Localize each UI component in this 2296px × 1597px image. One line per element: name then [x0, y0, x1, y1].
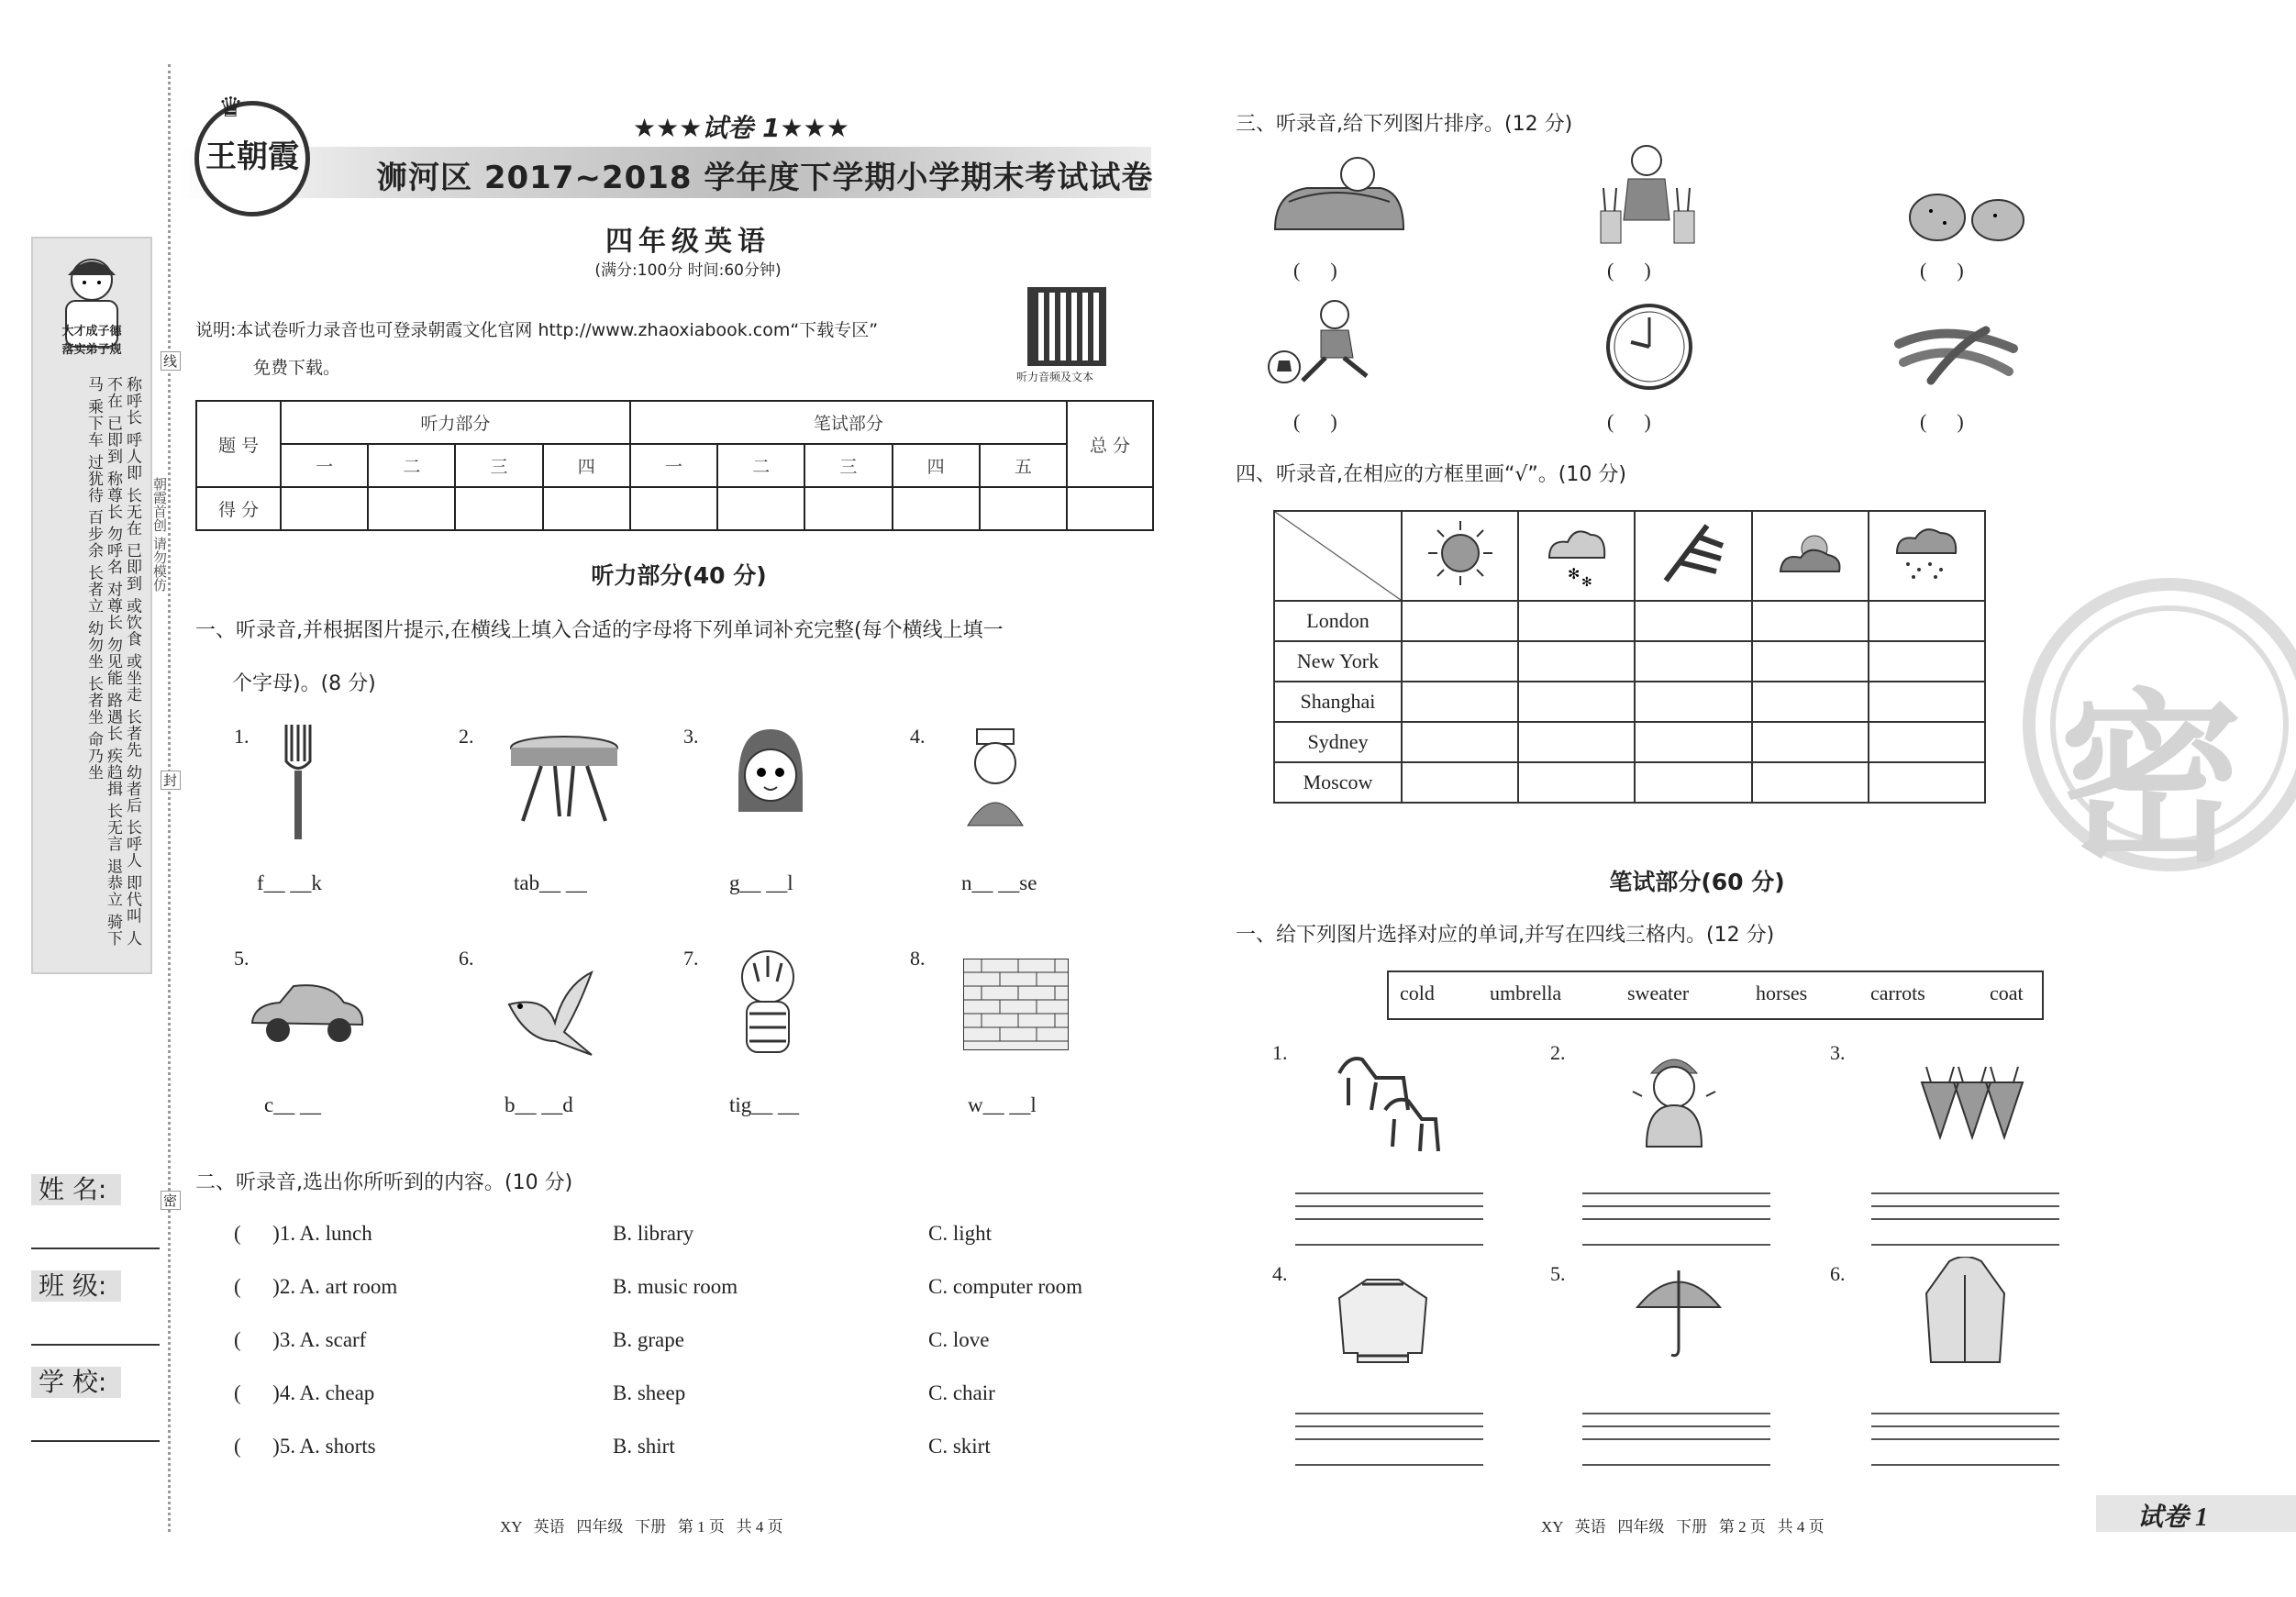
- check-cell[interactable]: [1518, 682, 1635, 722]
- check-cell[interactable]: [1518, 762, 1635, 803]
- city-label: London: [1274, 601, 1402, 641]
- rainy-icon: [1869, 511, 1985, 601]
- fill-word[interactable]: tab__ __: [514, 871, 587, 894]
- fill-word[interactable]: g__ __l: [729, 871, 793, 894]
- check-cell[interactable]: [1402, 601, 1518, 641]
- subject-title: 四年级英语: [605, 226, 771, 258]
- fill-word[interactable]: tig__ __: [729, 1093, 800, 1116]
- score-cell[interactable]: [455, 487, 542, 530]
- school-field[interactable]: [31, 1440, 160, 1442]
- item-number: 8.: [910, 947, 926, 970]
- check-cell[interactable]: [1869, 682, 1985, 722]
- class-field[interactable]: [31, 1344, 160, 1346]
- check-cell[interactable]: [1402, 682, 1518, 722]
- order-blank[interactable]: ( ): [1607, 410, 1651, 433]
- score-cell[interactable]: [630, 487, 717, 530]
- publisher-logo: [194, 101, 310, 216]
- q1-title-line-2: 个字母)。(8 分): [232, 672, 376, 695]
- check-cell[interactable]: [1869, 601, 1985, 641]
- check-cell[interactable]: [1635, 722, 1751, 762]
- snowy-icon: [1518, 511, 1635, 601]
- choice-c[interactable]: C. skirt: [928, 1435, 991, 1458]
- instruction-line-1: 说明:本试卷听力录音也可登录朝霞文化官网 http://www.zhaoxiabook.com“下载专区”: [195, 320, 879, 340]
- instruction-line-2: 免费下载。: [253, 358, 341, 378]
- item-number: 3.: [683, 725, 699, 748]
- q4-title: 四、听录音,在相应的方框里画“√”。(10 分): [1236, 463, 1626, 486]
- written-q1-title: 一、给下列图片选择对应的单词,并写在四线三格内。(12 分): [1236, 924, 1775, 947]
- check-cell[interactable]: [1752, 722, 1869, 762]
- girl-icon: [729, 725, 812, 826]
- item-number: 6.: [459, 947, 474, 970]
- word-bank-item: carrots: [1870, 981, 1925, 1004]
- carrots-icon: [1913, 1064, 2027, 1142]
- binding-line: [168, 64, 171, 1532]
- handwriting-lines[interactable]: [1295, 1413, 1483, 1466]
- check-cell[interactable]: [1635, 682, 1751, 722]
- q3-title: 三、听录音,给下列图片排序。(12 分): [1236, 113, 1573, 136]
- check-cell[interactable]: [1869, 722, 1985, 762]
- score-cell[interactable]: [1067, 487, 1153, 530]
- school-label: 学 校:: [31, 1367, 121, 1398]
- score-col: 二: [717, 444, 804, 487]
- weather-table: [1273, 510, 1986, 804]
- binding-mark-envelope: 封: [161, 771, 181, 790]
- fork-icon: [275, 720, 321, 848]
- fill-word[interactable]: b__ __d: [505, 1093, 573, 1116]
- score-col: 三: [804, 444, 892, 487]
- check-cell[interactable]: [1635, 601, 1751, 641]
- choice-c[interactable]: C. love: [928, 1328, 990, 1351]
- choice-a[interactable]: ( )5. A. shorts: [234, 1435, 376, 1458]
- girl-watering-flowers-icon: [1596, 138, 1697, 248]
- score-cell[interactable]: [281, 487, 368, 530]
- check-cell[interactable]: [1869, 762, 1985, 803]
- fill-word[interactable]: f__ __k: [257, 871, 322, 894]
- check-cell[interactable]: [1752, 641, 1869, 682]
- written-section-title: 笔试部分(60 分): [1609, 869, 1785, 895]
- umbrella-icon: [1633, 1261, 1725, 1362]
- choice-c[interactable]: C. chair: [928, 1381, 995, 1404]
- logo-text: 王朝霞: [205, 139, 299, 175]
- choice-b[interactable]: B. shirt: [613, 1435, 675, 1458]
- windy-icon: [1635, 511, 1751, 601]
- choice-b[interactable]: B. grape: [613, 1328, 684, 1351]
- motto-panel: [31, 237, 152, 974]
- exam-meta: (满分:100分 时间:60分钟): [594, 261, 782, 280]
- score-col: 二: [368, 444, 455, 487]
- fill-word[interactable]: n__ __se: [961, 871, 1037, 894]
- name-label: 姓 名:: [31, 1174, 121, 1205]
- check-cell[interactable]: [1518, 722, 1635, 762]
- score-cell[interactable]: [368, 487, 455, 530]
- word-bank: [1387, 970, 2044, 1020]
- motto-head-2: 落实弟子规: [61, 343, 122, 357]
- order-blank[interactable]: ( ): [1607, 259, 1651, 282]
- city-label: Shanghai: [1274, 682, 1402, 722]
- exam-tag: ★★★试卷 1★★★: [633, 113, 849, 143]
- score-col: 四: [893, 444, 980, 487]
- binding-note: 朝霞首创 请勿模仿: [151, 477, 168, 592]
- wall-icon: [963, 959, 1069, 1050]
- order-blank[interactable]: ( ): [1920, 410, 1964, 433]
- choice-b[interactable]: B. music room: [613, 1275, 738, 1298]
- confidential-glyph: 密: [2059, 673, 2244, 887]
- clock-icon: [1603, 301, 1695, 393]
- item-number: 3.: [1830, 1041, 1846, 1064]
- item-number: 7.: [683, 947, 699, 970]
- check-cell[interactable]: [1635, 641, 1751, 682]
- footer-exam-tag: 试卷 1: [2137, 1503, 2209, 1532]
- fill-word[interactable]: c__ __: [264, 1093, 321, 1116]
- handwriting-lines[interactable]: [1871, 1413, 2059, 1466]
- city-label: Moscow: [1274, 762, 1402, 803]
- check-cell[interactable]: [1518, 601, 1635, 641]
- motto-head-1: 大才成子德: [61, 325, 122, 338]
- binding-mark-dense: 密: [161, 1191, 181, 1210]
- svg-text:✻: ✻: [1567, 567, 1581, 582]
- choice-a[interactable]: ( )1. A. lunch: [234, 1222, 372, 1245]
- choice-b[interactable]: B. sheep: [613, 1381, 686, 1404]
- tiger-icon: [727, 945, 809, 1059]
- qr-caption: 听力音频及文本: [1016, 371, 1094, 383]
- score-row-label: 得 分: [196, 487, 281, 530]
- score-header-number: 题 号: [196, 401, 281, 487]
- corner-cell: [1274, 511, 1402, 601]
- check-cell[interactable]: [1869, 641, 1985, 682]
- cold-child-icon: [1628, 1046, 1720, 1151]
- word-bank-item: coat: [1990, 981, 2024, 1004]
- coat-icon: [1922, 1257, 2009, 1367]
- score-header-listening: 听力部分: [281, 401, 630, 444]
- word-bank-item: horses: [1756, 981, 1808, 1004]
- choice-a[interactable]: ( )4. A. cheap: [234, 1381, 375, 1404]
- score-cell[interactable]: [980, 487, 1067, 530]
- name-field[interactable]: [31, 1248, 160, 1249]
- order-blank[interactable]: ( ): [1293, 410, 1337, 433]
- sweater-icon: [1335, 1275, 1431, 1367]
- item-number: 1.: [234, 725, 250, 748]
- choice-c[interactable]: C. light: [928, 1222, 993, 1245]
- footer-left: XY 英语 四年级 下册 第 1 页 共 4 页: [500, 1518, 783, 1536]
- score-cell[interactable]: [543, 487, 630, 530]
- handwriting-lines[interactable]: [1582, 1413, 1770, 1466]
- table-icon: [505, 734, 624, 826]
- choice-a[interactable]: ( )2. A. art room: [234, 1275, 398, 1298]
- choice-a[interactable]: ( )3. A. scarf: [234, 1328, 367, 1351]
- footer-right: XY 英语 四年级 下册 第 2 页 共 4 页: [1541, 1518, 1825, 1536]
- check-cell[interactable]: [1752, 762, 1869, 803]
- score-col: 一: [281, 444, 368, 487]
- class-label: 班 级:: [31, 1270, 121, 1302]
- green-beans-icon: [1894, 316, 2018, 390]
- choice-b[interactable]: B. library: [613, 1222, 694, 1245]
- item-number: 6.: [1830, 1262, 1846, 1285]
- order-blank[interactable]: ( ): [1920, 259, 1964, 282]
- check-cell[interactable]: [1752, 682, 1869, 722]
- check-cell[interactable]: [1635, 762, 1751, 803]
- listening-section-title: 听力部分(40 分): [591, 562, 767, 589]
- check-cell[interactable]: [1518, 641, 1635, 682]
- horses-icon: [1321, 1037, 1445, 1156]
- score-cell[interactable]: [804, 487, 892, 530]
- city-label: New York: [1274, 641, 1402, 682]
- car-icon: [243, 977, 372, 1050]
- motto-verses: 称呼长 呼人即 长无在 已即到 或饮食 或坐走 长者先 幼者后 长呼人 即代叫 人不在 已即到 称尊长 勿呼名 对尊长 勿见能 路遇长 疾趋揖 长无言 退恭立 骑下马 乘下车 过犹待 百步余 长者立 幼勿坐 长者坐 命乃坐: [84, 376, 141, 948]
- partly-cloudy-icon: [1752, 511, 1869, 601]
- check-cell[interactable]: [1402, 762, 1518, 803]
- score-col: 一: [630, 444, 717, 487]
- handwriting-lines[interactable]: [1871, 1192, 2059, 1246]
- choice-c[interactable]: C. computer room: [928, 1275, 1082, 1298]
- score-header-total: 总 分: [1067, 401, 1153, 487]
- item-number: 2.: [459, 725, 474, 748]
- boy-football-icon: [1266, 298, 1381, 390]
- order-blank[interactable]: ( ): [1293, 259, 1337, 282]
- score-header-written: 笔试部分: [630, 401, 1067, 444]
- score-cell[interactable]: [717, 487, 804, 530]
- check-cell[interactable]: [1402, 722, 1518, 762]
- city-label: Sydney: [1274, 722, 1402, 762]
- bird-icon: [500, 968, 601, 1059]
- item-number: 2.: [1550, 1041, 1566, 1064]
- handwriting-lines[interactable]: [1295, 1192, 1483, 1246]
- check-cell[interactable]: [1752, 601, 1869, 641]
- item-number: 1.: [1272, 1041, 1288, 1064]
- crown-icon: ♛: [218, 92, 243, 124]
- qr-code[interactable]: [1027, 287, 1106, 366]
- word-bank-item: cold: [1400, 981, 1435, 1004]
- exam-title: 浉河区 2017~2018 学年度下学期小学期末考试试卷: [376, 160, 1154, 196]
- binding-mark-seal: 线: [161, 351, 181, 371]
- man-sleeping-icon: [1270, 147, 1408, 248]
- score-col: 五: [980, 444, 1067, 487]
- sunny-icon: [1402, 511, 1518, 601]
- score-col: 四: [543, 444, 630, 487]
- item-number: 4.: [910, 725, 926, 748]
- potatoes-icon: [1908, 179, 2027, 248]
- item-number: 4.: [1272, 1262, 1288, 1285]
- item-number: 5.: [234, 947, 250, 970]
- fill-word[interactable]: w__ __l: [968, 1093, 1037, 1116]
- score-cell[interactable]: [893, 487, 980, 530]
- svg-text:✻: ✻: [1581, 576, 1592, 590]
- word-bank-item: sweater: [1627, 981, 1690, 1004]
- nurse-icon: [954, 725, 1037, 835]
- word-bank-item: umbrella: [1490, 981, 1562, 1004]
- check-cell[interactable]: [1402, 641, 1518, 682]
- q2-title: 二、听录音,选出你所听到的内容。(10 分): [195, 1171, 573, 1194]
- q1-title-line-1: 一、听录音,并根据图片提示,在横线上填入合适的字母将下列单词补充完整(每个横线上填一: [195, 619, 1004, 642]
- handwriting-lines[interactable]: [1582, 1192, 1770, 1246]
- score-table: [195, 400, 1154, 531]
- item-number: 5.: [1550, 1262, 1566, 1285]
- score-col: 三: [455, 444, 542, 487]
